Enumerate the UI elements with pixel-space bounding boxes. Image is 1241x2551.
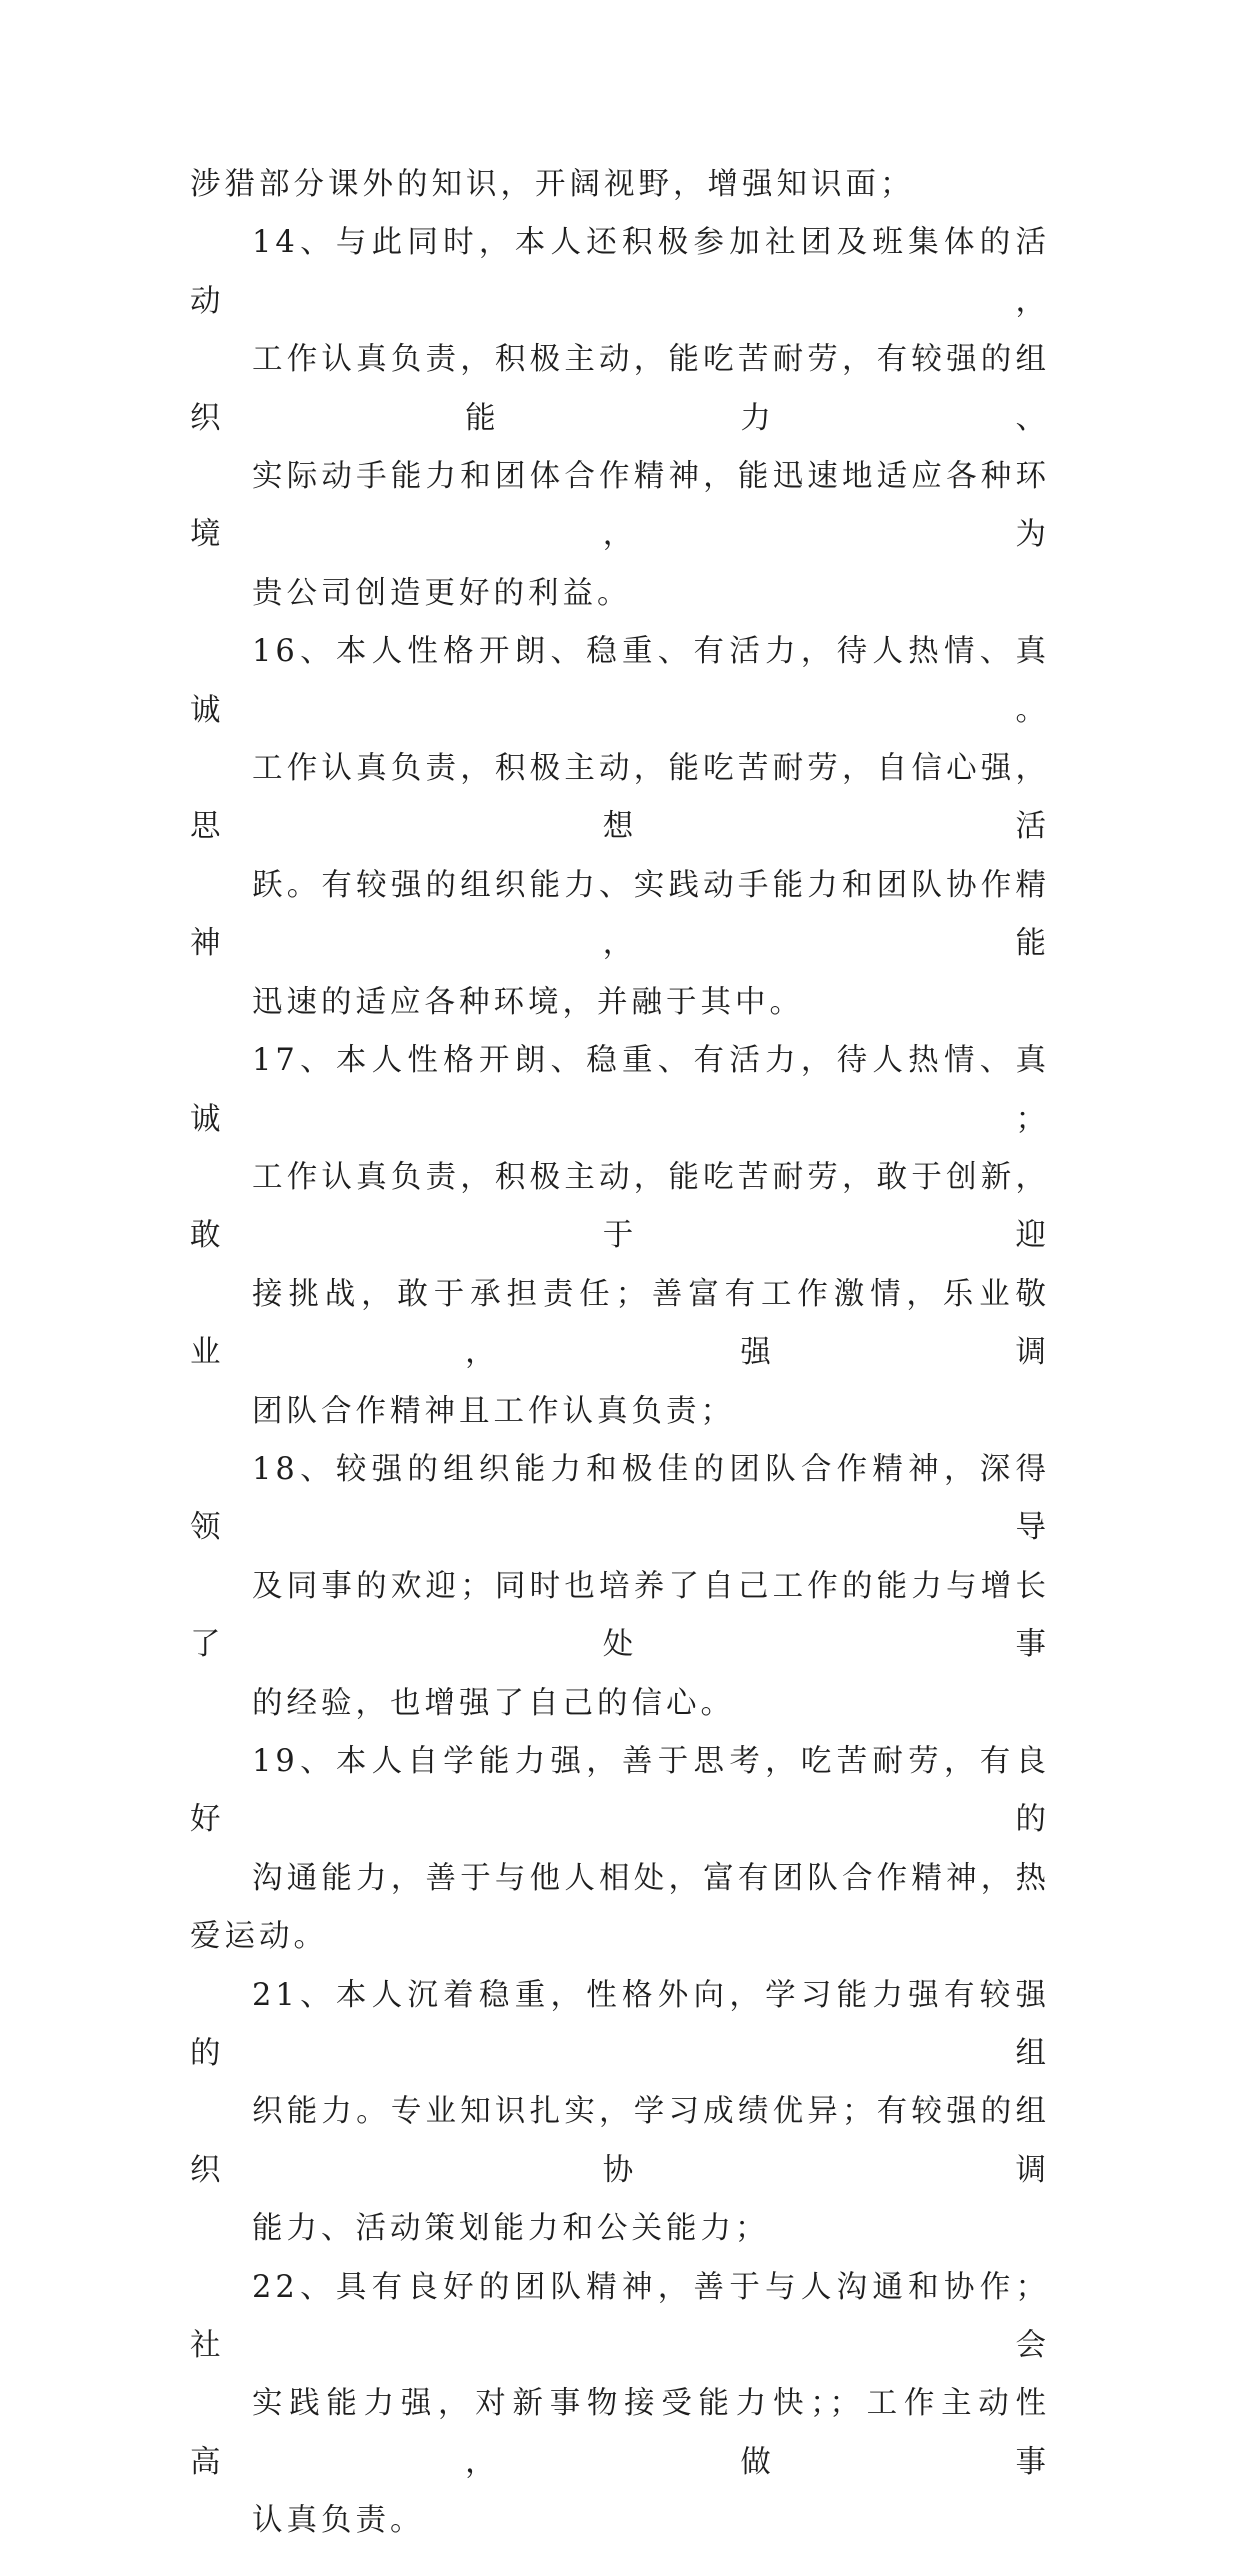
text-line: 接挑战，敢于承担责任；善富有工作激情，乐业敬业，强调 (190, 1276, 1050, 1371)
paragraph (190, 1967, 1050, 2259)
text-line: 实践能力强，对新事物接受能力快；；工作主动性高，做事 (190, 2386, 1050, 2480)
text-line: 跃。有较强的组织能力、实践动手能力和团队协作精神，能 (190, 867, 1050, 962)
text-line: 能力、活动策划能力和公关能力； (252, 2211, 770, 2247)
paragraph (190, 1032, 1050, 1441)
document-body (190, 156, 1050, 2551)
text-line: 及同事的欢迎；同时也培养了自己工作的能力与增长了处事 (190, 1568, 1050, 1663)
text-line: 16、本人性格开朗、稳重、有活力，待人热情、真诚。 (190, 634, 1050, 728)
text-line: 团队合作精神且工作认真负责； (252, 1393, 735, 1429)
text-line: 迅速的适应各种环境，并融于其中。 (252, 984, 804, 1020)
text-line: 涉猎部分课外的知识，开阔视野，增强知识面； (190, 167, 915, 202)
text-line: 实际动手能力和团体合作精神，能迅速地适应各种环境，为 (190, 459, 1050, 553)
text-line: 织能力。专业知识扎实，学习成绩优异；有较强的组织协调 (190, 2094, 1050, 2188)
text-line: 的经验，也增强了自己的信心。 (252, 1685, 735, 1721)
text-line: 工作认真负责，积极主动，能吃苦耐劳，自信心强，思想活 (190, 751, 1050, 845)
text-line: 17、本人性格开朗、稳重、有活力，待人热情、真诚； (190, 1043, 1050, 1137)
paragraph (190, 1441, 1050, 1733)
text-line: 18、较强的组织能力和极佳的团队合作精神，深得领导 (190, 1451, 1050, 1546)
text-line: 工作认真负责，积极主动，能吃苦耐劳，有较强的组织能力、 (190, 342, 1050, 436)
paragraph (190, 623, 1050, 1032)
paragraph (190, 1733, 1050, 1967)
text-line: 21、本人沉着稳重，性格外向，学习能力强有较强的组 (190, 1977, 1050, 2071)
text-line: 贵公司创造更好的利益。 (252, 575, 632, 611)
paragraph (190, 156, 1050, 214)
document-page (190, 156, 1050, 2551)
paragraph (190, 2259, 1050, 2551)
text-line: 19、本人自学能力强，善于思考，吃苦耐劳，有良好的 (190, 1743, 1050, 1838)
text-line: 工作认真负责，积极主动，能吃苦耐劳，敢于创新，敢于迎 (190, 1159, 1050, 1254)
text-line: 14、与此同时，本人还积极参加社团及班集体的活动， (190, 225, 1050, 319)
text-line: 沟通能力，善于与他人相处，富有团队合作精神，热爱运动。 (190, 1860, 1050, 1955)
text-line: 22、具有良好的团队精神，善于与人沟通和协作；社会 (190, 2269, 1050, 2364)
paragraph (190, 214, 1050, 623)
text-line: 认真负责。 (252, 2503, 425, 2539)
